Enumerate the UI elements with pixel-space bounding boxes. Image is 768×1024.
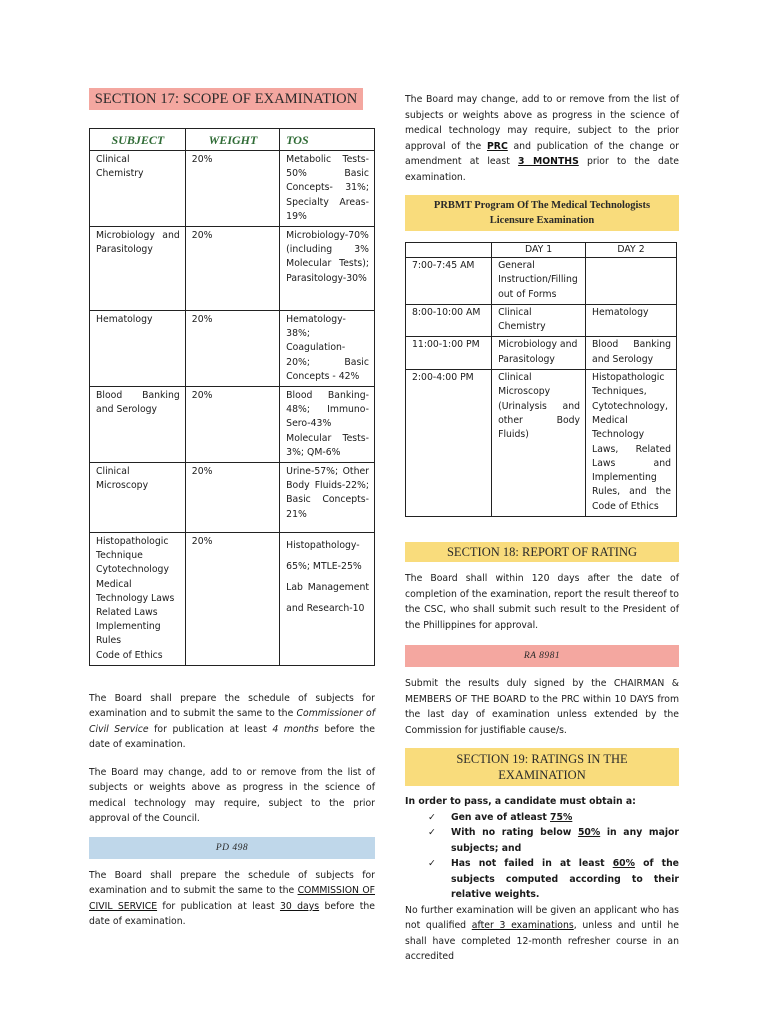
day2-cell: Histopathologic Techniques, Cytotechnology, Medical Technology Laws, Related Laws and Implementing Rules, and the Code of Ethics xyxy=(586,370,677,517)
criteria-text xyxy=(451,825,679,856)
ra8981-label: RA 8981 xyxy=(523,651,561,662)
left-column xyxy=(89,88,375,930)
subject-line: Implementing Rules xyxy=(96,621,161,647)
text-run: and publication of the change or amendment at least xyxy=(405,140,679,167)
text-run: , unless and until he shall have completed 12-month refresher course in an accredited xyxy=(405,920,679,963)
weight-cell: 20% xyxy=(185,533,279,666)
subject-cell: Clinical Microscopy xyxy=(90,463,186,533)
underlined-text: 3 MONTHS xyxy=(518,156,579,167)
subject-line: Code of Ethics xyxy=(96,649,163,661)
section17-title: SECTION 17: SCOPE OF EXAMINATION xyxy=(89,88,363,110)
section17-paragraph-1 xyxy=(89,691,375,753)
tos-cell: Microbiology-70% (including 3% Molecular Tests); Parasitology-30% xyxy=(280,227,375,311)
text-run: for publication at least xyxy=(148,723,273,735)
day1-cell: Microbiology and Parasitology xyxy=(492,337,586,370)
subject-line: Histopathologic Technique xyxy=(96,536,169,562)
day1-header: DAY 1 xyxy=(492,243,586,258)
tos-cell: Urine-57%; Other Body Fluids-22%; Basic Concepts-21% xyxy=(280,463,375,533)
subject-cell: Hematology xyxy=(90,311,186,387)
underlined-text: 30 days xyxy=(279,900,320,912)
text-run: No further examination will be given an applicant who has not qualified xyxy=(405,904,679,932)
text-run: of the subjects computed according to their relative weights. xyxy=(451,858,679,901)
tos-cell: Hematology-38%; Coagulation-20%; Basic Concepts - 42% xyxy=(280,311,375,387)
criteria-text xyxy=(451,856,679,903)
weight-cell: 20% xyxy=(185,387,279,463)
table-row xyxy=(406,337,677,370)
list-item xyxy=(428,825,679,856)
day2-cell: Hematology xyxy=(586,304,677,337)
table-row xyxy=(90,151,375,227)
time-header-cell xyxy=(406,243,492,258)
table-row xyxy=(90,227,375,311)
text-run: before the date of examination. xyxy=(89,900,376,928)
section18-paragraph: The Board shall within 120 days after the date of completion of the examination, report the result thereof to the CSC, who shall submit such result to the President of the Phillippines for approval. xyxy=(405,573,679,631)
section19-criteria-list xyxy=(405,810,679,903)
subject-cell: Clinical Chemistry xyxy=(90,151,186,227)
underlined-text: 50% xyxy=(577,827,601,839)
header-tos: TOS xyxy=(280,129,375,151)
subject-line: Medical Technology Laws xyxy=(96,578,175,604)
underlined-text: 60% xyxy=(612,858,635,870)
section18-title xyxy=(405,542,679,562)
tos-cell xyxy=(280,533,375,666)
text-run: Gen ave of atleast xyxy=(451,811,551,823)
tos-line: Lab Management and Research-10 xyxy=(286,582,369,615)
day2-cell: Blood Banking and Serology xyxy=(586,337,677,370)
section19-title xyxy=(405,748,679,786)
text-run: The Board shall prepare the schedule of subjects for examination and to submit the same to the xyxy=(89,869,375,897)
table-row xyxy=(90,533,375,666)
emphasis-text: 4 months xyxy=(272,723,319,735)
day2-cell xyxy=(586,258,677,305)
subject-cell xyxy=(90,533,186,666)
scope-table-header xyxy=(90,129,375,151)
pd498-label: PD 498 xyxy=(215,842,249,853)
tos-line: Histopathology-65%; MTLE-25% xyxy=(286,540,362,573)
pd498-banner xyxy=(89,837,375,859)
table-row xyxy=(406,370,677,517)
header-subject: SUBJECT xyxy=(90,129,186,151)
text-run: for publication at least xyxy=(157,900,280,912)
section18-title-text: SECTION 18: REPORT OF RATING xyxy=(446,545,637,560)
time-cell: 2:00-4:00 PM xyxy=(406,370,492,517)
text-run: With no rating below xyxy=(451,827,578,839)
text-run: The Board may change, add to or remove from the list of subjects or weights above as progress in the science of medical technology may require, subject to the prior approval of the xyxy=(405,94,679,152)
text-run: The Board shall prepare the schedule of subjects for examination and to submit the same to the xyxy=(89,692,375,720)
program-table-header xyxy=(406,243,677,258)
day2-header: DAY 2 xyxy=(586,243,677,258)
day1-cell: Clinical Microscopy (Urinalysis and other Body Fluids) xyxy=(492,370,586,517)
right-intro-paragraph xyxy=(405,92,679,185)
criteria-text xyxy=(451,810,572,826)
subject-line: Cytotechnology xyxy=(96,564,169,576)
scope-table xyxy=(89,128,375,666)
weight-cell: 20% xyxy=(185,311,279,387)
ra8981-banner xyxy=(405,645,679,667)
text-run: prior to the date examination. xyxy=(405,156,679,183)
table-row xyxy=(406,258,677,305)
table-row xyxy=(406,304,677,337)
day1-cell: Clinical Chemistry xyxy=(492,304,586,337)
underlined-text: COMMISSION OF CIVIL SERVICE xyxy=(89,885,375,912)
right-column xyxy=(405,92,679,965)
list-item xyxy=(428,856,679,903)
underlined-text: 75% xyxy=(550,811,573,823)
underlined-text: after 3 examinations xyxy=(471,920,574,932)
text-run: before the date of examination. xyxy=(89,723,375,751)
list-item xyxy=(428,810,679,826)
subject-cell: Microbiology and Parasitology xyxy=(90,227,186,311)
weight-cell: 20% xyxy=(185,463,279,533)
emphasis-text: Commissioner of Civil Service xyxy=(89,708,375,735)
check-icon: ✓ xyxy=(428,811,436,823)
section17-paragraph-2: The Board may change, add to or remove from the list of subjects or weights above as progress in the science of medical technology may require, subject to the prior approval of the Council. xyxy=(89,766,375,825)
subject-cell: Blood Banking and Serology xyxy=(90,387,186,463)
ra8981-paragraph: Submit the results duly signed by the CHAIRMAN & MEMBERS OF THE BOARD to the PRC within 10 DAYS from the last day of examination unless extended by the Commission for justifiable cause/s. xyxy=(405,678,679,736)
program-title-text: PRBMT Program Of The Medical Technologists Licensure Examination xyxy=(433,200,651,226)
section19-title-text: SECTION 19: RATINGS IN THE EXAMINATION xyxy=(456,752,628,783)
time-cell: 8:00-10:00 AM xyxy=(406,304,492,337)
time-cell: 11:00-1:00 PM xyxy=(406,337,492,370)
header-weight: WEIGHT xyxy=(185,129,279,151)
table-row xyxy=(90,311,375,387)
subject-line: Related Laws xyxy=(96,607,158,619)
program-title xyxy=(405,195,679,231)
section19-lead: In order to pass, a candidate must obtain a: xyxy=(405,796,636,808)
section19-closing xyxy=(405,903,679,965)
text-run: Has not failed in at least xyxy=(451,858,613,870)
check-icon: ✓ xyxy=(428,827,436,839)
day1-cell: General Instruction/Filling out of Forms xyxy=(492,258,586,305)
tos-cell: Blood Banking-48%; Immuno-Sero-43% Molecular Tests-3%; QM-6% xyxy=(280,387,375,463)
program-table xyxy=(405,242,677,517)
table-row xyxy=(90,387,375,463)
check-icon: ✓ xyxy=(428,858,436,870)
weight-cell: 20% xyxy=(185,151,279,227)
weight-cell: 20% xyxy=(185,227,279,311)
table-row xyxy=(90,463,375,533)
text-run: in any major subjects; and xyxy=(451,827,680,854)
pd498-paragraph xyxy=(89,868,375,930)
time-cell: 7:00-7:45 AM xyxy=(406,258,492,305)
underlined-text: PRC xyxy=(486,140,508,152)
tos-cell: Metabolic Tests-50% Basic Concepts- 31%; Specialty Areas-19% xyxy=(280,151,375,227)
